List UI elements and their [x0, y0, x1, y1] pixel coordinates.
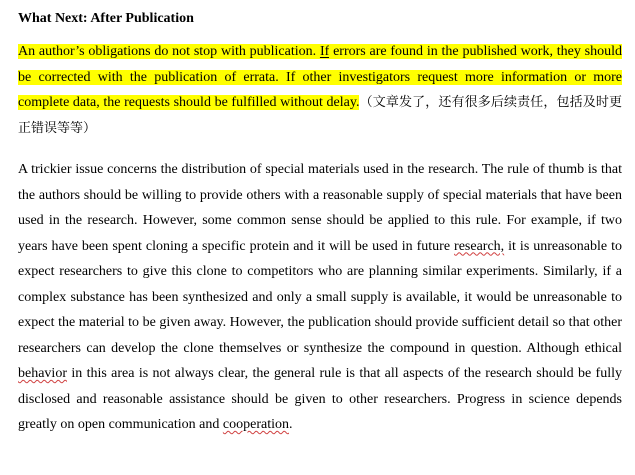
section-heading: What Next: After Publication — [18, 11, 194, 26]
highlighted-text-b: errors are found in the published work, they should be corrected with the publication of errata. If other investigators request more information or more complete data, the requests should be fulfilled without delay. — [18, 44, 622, 110]
document-page — [18, 10, 622, 438]
paragraph-text-part2: it is unreasonable to expect researchers to give this clone to competitors who are planning similar experiments. Similarly, if a complex substance has been synthesized and only a small supply is available, it would be unreasonable to expect the material to be given away. However, the publication should provide sufficient detail so that other researchers can develop the clone themselves or synthesize the compound in question. Although ethical — [18, 238, 622, 356]
chinese-note: （文章发了，还有很多后续责任，包括及时更正错误等等） — [18, 95, 622, 136]
paragraph-materials — [18, 157, 622, 438]
paragraph-text-part1: A trickier issue concerns the distribution of special materials used in the research. The rule of thumb is that the authors should be willing to provide others with a reasonable supply of special materials that have been used in the research. However, some common sense should be applied to this rule. For example, if two years have been spent cloning a specific protein and it will be used in future — [18, 162, 622, 254]
spellcheck-word-research: research, — [454, 238, 505, 254]
highlighted-word-if: If — [319, 44, 330, 59]
spellcheck-word-cooperation: cooperation — [222, 417, 289, 432]
spellcheck-word-behavior: behavior — [18, 366, 67, 381]
highlighted-text-a: An author’s obligations do not stop with publication. — [18, 44, 320, 59]
paragraph-text-part4: . — [288, 417, 293, 432]
paragraph-obligations — [18, 39, 622, 141]
paragraph-text-part3: in this area is not always clear, the general rule is that all aspects of the research should be fully disclosed and reasonable assistance should be given to other researchers. Progress in science depends greatly on open communication and — [18, 366, 622, 432]
